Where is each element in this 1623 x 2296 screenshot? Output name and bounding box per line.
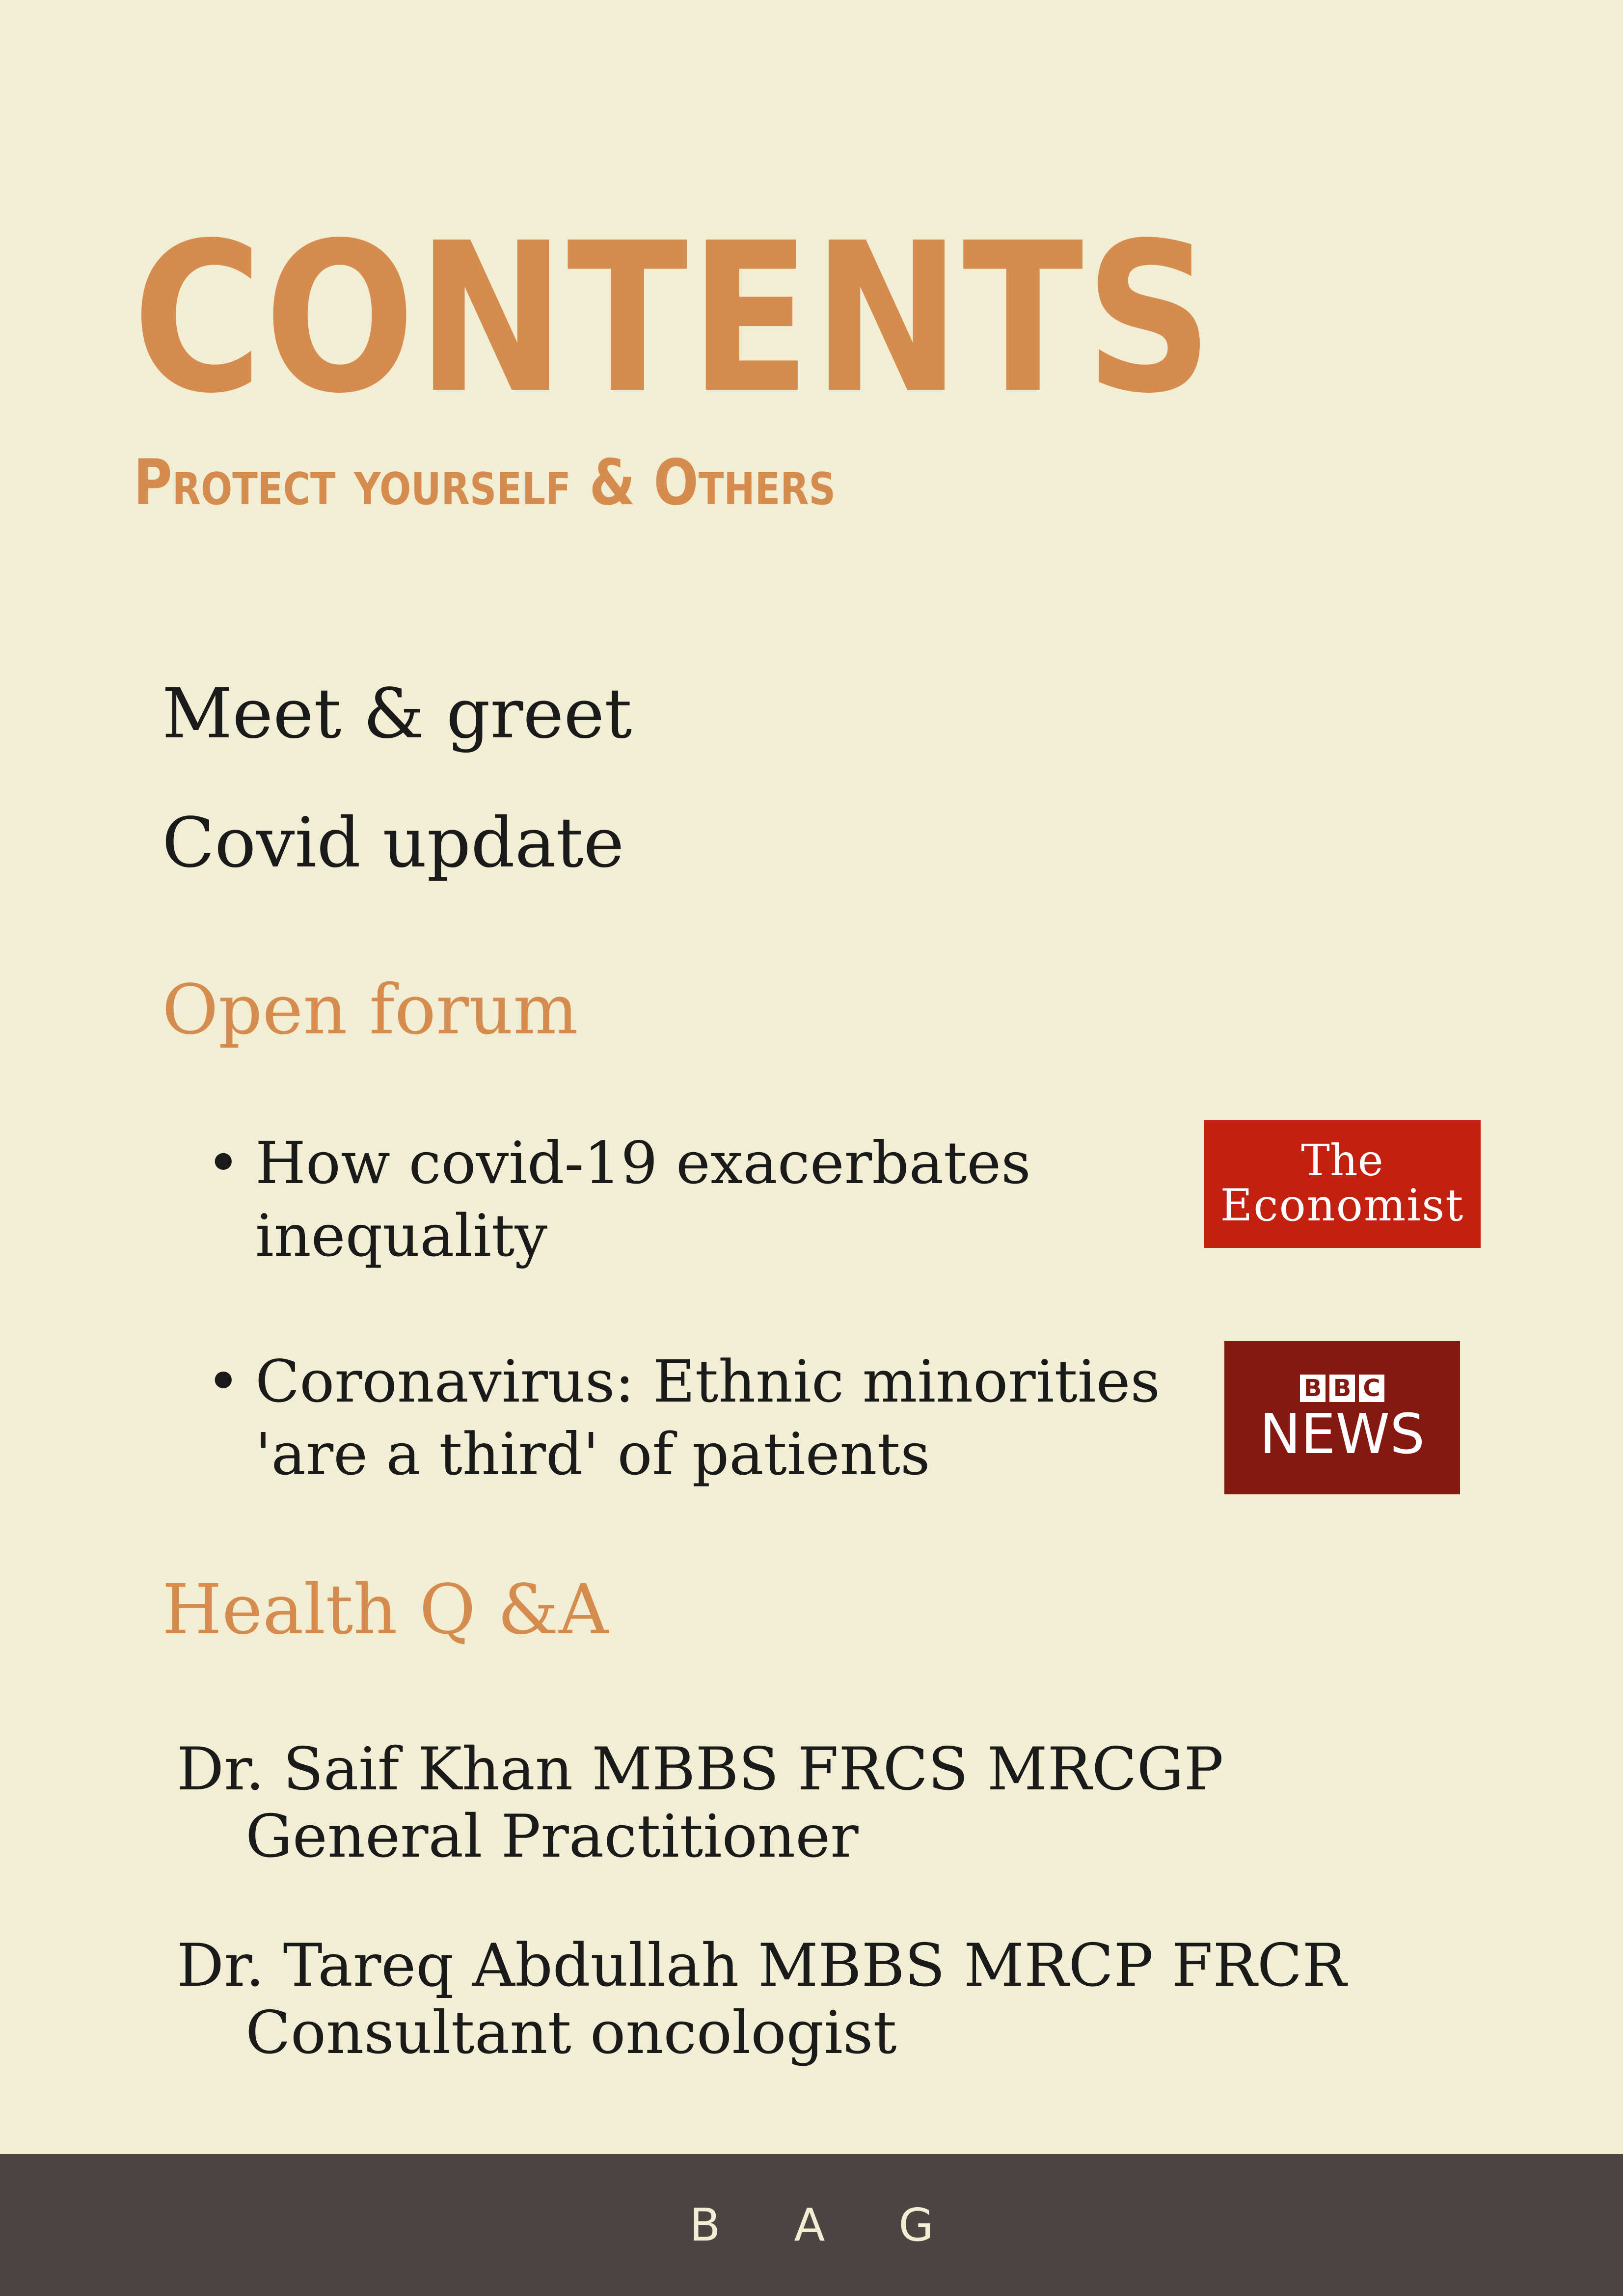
bullet-icon: •	[206, 1348, 241, 1415]
health-qa-heading: Health Q &A	[162, 1570, 609, 1650]
footer-bar	[0, 2154, 1623, 2296]
economist-logo-line2: Economist	[1220, 1180, 1464, 1231]
page-title: CONTENTS	[133, 199, 1215, 439]
bbc-blocks	[1224, 1375, 1460, 1402]
open-forum-heading: Open forum	[162, 970, 578, 1050]
article-title: Coronavirus: Ethnic minorities 'are a third' of patients	[255, 1348, 1161, 1488]
economist-logo-line1: The	[1301, 1135, 1383, 1186]
bbc-block: B	[1329, 1375, 1355, 1402]
bbc-block: B	[1300, 1375, 1325, 1402]
article-item-ethnic-minorities	[206, 1345, 1188, 1490]
article-title: How covid-19 exacerbates inequality	[255, 1129, 1031, 1270]
footer-letter: G	[898, 2199, 934, 2251]
doctor-role: General Practitioner	[245, 1803, 859, 1871]
page-subtitle: Protect yourself & Others	[134, 446, 836, 519]
bbc-news-logo	[1224, 1341, 1460, 1494]
economist-logo	[1204, 1120, 1481, 1248]
agenda-item-meet-greet: Meet & greet	[162, 674, 632, 754]
doctor-role: Consultant oncologist	[245, 1999, 897, 2067]
bbc-block: C	[1359, 1375, 1384, 1402]
footer-letter: B	[689, 2199, 721, 2251]
footer-letter: A	[794, 2199, 825, 2251]
doctor-name: Dr. Tareq Abdullah MBBS MRCP FRCR	[177, 1932, 1347, 2000]
doctor-name: Dr. Saif Khan MBBS FRCS MRCGP	[177, 1735, 1224, 1804]
article-item-inequality	[206, 1127, 1188, 1272]
bbc-news-wordmark: NEWS	[1259, 1403, 1425, 1466]
bullet-icon: •	[206, 1129, 241, 1197]
agenda-item-covid-update: Covid update	[162, 803, 624, 883]
